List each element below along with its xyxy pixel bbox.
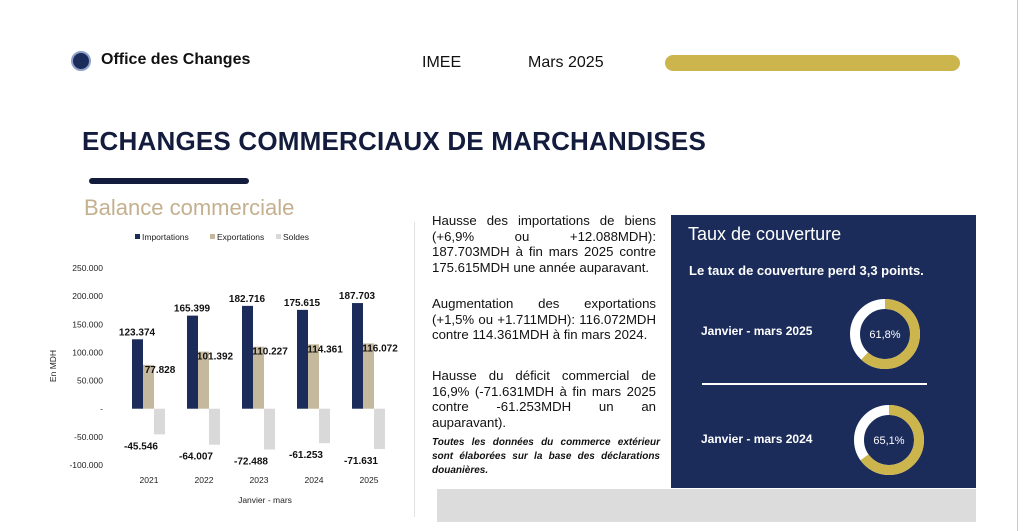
coverage-subtitle: Le taux de couverture perd 3,3 points. <box>689 263 924 278</box>
data-label-exportations-2025: 116.072 <box>362 343 398 355</box>
coverage-panel <box>671 215 976 488</box>
x-tick-label-2024: 2024 <box>304 475 324 485</box>
y-tick-label: 200.000 <box>72 291 103 302</box>
y-axis-label: En MDH <box>48 349 58 383</box>
legend-label-soldes: Soldes <box>283 232 309 242</box>
x-tick-label-2025: 2025 <box>359 475 379 485</box>
legend-label-exportations: Exportations <box>217 232 265 242</box>
donut-2025 <box>847 296 923 372</box>
bar-soldes-2023 <box>264 409 275 450</box>
coverage-label-2025: Janvier - mars 2025 <box>701 324 813 338</box>
coverage-separator <box>702 383 927 385</box>
bar-soldes-2025 <box>374 409 385 449</box>
y-tick-label: 100.000 <box>72 347 103 358</box>
y-tick-label: 150.000 <box>72 319 103 330</box>
chart-divider <box>414 222 415 517</box>
donut-value-label: 65,1% <box>873 435 905 447</box>
y-tick-label: 250.000 <box>72 263 103 273</box>
data-label-soldes-2025: -71.631 <box>344 456 378 468</box>
data-label-importations-2023: 182.716 <box>228 293 266 305</box>
brand-name: Office des Changes <box>101 51 251 68</box>
data-label-importations-2022: 165.399 <box>173 303 211 315</box>
x-axis-label: Janvier - mars <box>238 495 292 505</box>
y-tick-label: - <box>100 403 103 414</box>
section-title: Balance commerciale <box>84 195 295 220</box>
logo-icon <box>71 51 91 71</box>
bar-soldes-2024 <box>319 409 330 443</box>
bar-soldes-2021 <box>154 409 165 435</box>
y-tick-label: 50.000 <box>77 375 103 386</box>
donut-value-label: 61,8% <box>869 329 901 341</box>
coverage-title: Taux de couverture <box>688 224 842 244</box>
bar-importations-2024 <box>297 310 308 409</box>
data-label-soldes-2023: -72.488 <box>234 456 268 468</box>
data-label-soldes-2021: -45.546 <box>124 441 158 453</box>
footer-band <box>437 489 976 522</box>
donut-2024 <box>851 402 927 478</box>
x-tick-label-2021: 2021 <box>139 475 159 485</box>
bar-soldes-2022 <box>209 409 220 445</box>
bar-importations-2021 <box>132 339 143 408</box>
legend-swatch-exportations <box>210 234 215 239</box>
imports-paragraph: Hausse des importations de biens (+6,9% ou +12.088MDH): 187.703MDH à fin mars 2025 contre 175.615MDH une année auparavant. <box>432 213 656 275</box>
y-tick-label: -50.000 <box>74 431 103 442</box>
x-tick-label-2023: 2023 <box>249 475 269 485</box>
data-label-soldes-2022: -64.007 <box>179 451 213 463</box>
report-name: IMEE <box>422 54 462 71</box>
legend-swatch-importations <box>135 234 140 239</box>
report-period: Mars 2025 <box>528 54 604 71</box>
data-label-importations-2021: 123.374 <box>118 327 156 339</box>
legend-swatch-soldes <box>276 234 281 239</box>
deficit-paragraph: Hausse du déficit commercial de 16,9% (-71.631MDH à fin mars 2025 contre -61.253MDH un an auparavant). <box>432 368 656 430</box>
y-tick-label: -100.000 <box>69 460 103 470</box>
legend-label-importations: Importations <box>142 232 189 242</box>
data-label-soldes-2024: -61.253 <box>289 450 323 462</box>
data-label-exportations-2023: 110.227 <box>252 346 288 358</box>
data-label-importations-2025: 187.703 <box>338 291 376 303</box>
title-underline <box>89 178 249 184</box>
data-label-exportations-2021: 77.828 <box>144 364 176 376</box>
data-label-exportations-2022: 101.392 <box>196 351 234 363</box>
frame-border <box>1017 0 1018 531</box>
header-accent-bar <box>665 55 960 71</box>
bar-importations-2025 <box>352 303 363 409</box>
exports-paragraph: Augmentation des exportations (+1,5% ou +1.711MDH): 116.072MDH contre 114.361MDH à fin mars 2024. <box>432 296 656 342</box>
source-note: Toutes les données du commerce extérieur sont élaborées sur la base des déclarations douanières. <box>432 437 660 476</box>
x-tick-label-2022: 2022 <box>194 475 214 485</box>
page-title: ECHANGES COMMERCIAUX DE MARCHANDISES <box>82 126 707 156</box>
data-label-exportations-2024: 114.361 <box>307 344 343 356</box>
data-label-importations-2024: 175.615 <box>283 297 321 309</box>
trade-balance-chart <box>40 220 414 510</box>
coverage-label-2024: Janvier - mars 2024 <box>701 432 813 446</box>
